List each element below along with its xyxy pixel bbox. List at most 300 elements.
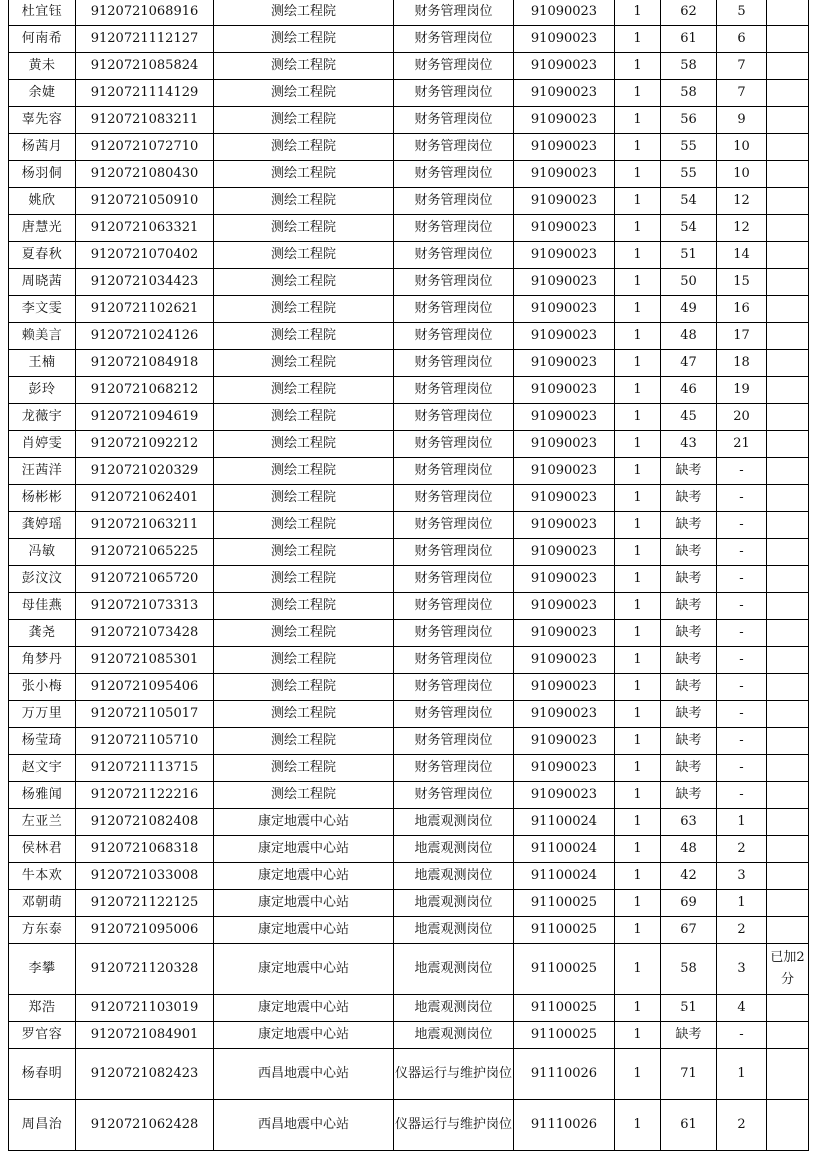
cell-note bbox=[767, 995, 809, 1022]
cell-rank: - bbox=[717, 512, 767, 539]
cell-name: 张小梅 bbox=[9, 674, 76, 701]
cell-score: 51 bbox=[661, 995, 717, 1022]
cell-note bbox=[767, 620, 809, 647]
cell-name: 杨莹琦 bbox=[9, 728, 76, 755]
cell-name: 龚尧 bbox=[9, 620, 76, 647]
cell-unit: 测绘工程院 bbox=[214, 350, 394, 377]
cell-score: 55 bbox=[661, 161, 717, 188]
cell-score: 48 bbox=[661, 323, 717, 350]
table-row bbox=[9, 728, 809, 755]
cell-note bbox=[767, 431, 809, 458]
cell-score: 56 bbox=[661, 107, 717, 134]
cell-rank: - bbox=[717, 701, 767, 728]
cell-name: 赵文宇 bbox=[9, 755, 76, 782]
cell-post: 地震观测岗位 bbox=[394, 1022, 514, 1049]
cell-post: 地震观测岗位 bbox=[394, 917, 514, 944]
cell-rank: - bbox=[717, 1022, 767, 1049]
cell-num: 1 bbox=[615, 242, 661, 269]
cell-num: 1 bbox=[615, 863, 661, 890]
table-row bbox=[9, 512, 809, 539]
cell-name: 杨羽侗 bbox=[9, 161, 76, 188]
table-row bbox=[9, 1022, 809, 1049]
cell-id: 9120721073313 bbox=[76, 593, 214, 620]
cell-code: 91090023 bbox=[514, 728, 615, 755]
cell-unit: 西昌地震中心站 bbox=[214, 1049, 394, 1100]
cell-code: 91090023 bbox=[514, 620, 615, 647]
cell-name: 汪茜洋 bbox=[9, 458, 76, 485]
cell-id: 9120721072710 bbox=[76, 134, 214, 161]
cell-post: 财务管理岗位 bbox=[394, 242, 514, 269]
cell-score: 61 bbox=[661, 1100, 717, 1151]
cell-unit: 测绘工程院 bbox=[214, 323, 394, 350]
results-table bbox=[8, 0, 809, 1151]
cell-num: 1 bbox=[615, 512, 661, 539]
cell-note bbox=[767, 512, 809, 539]
cell-rank: 12 bbox=[717, 215, 767, 242]
cell-code: 91090023 bbox=[514, 701, 615, 728]
cell-rank: - bbox=[717, 458, 767, 485]
cell-num: 1 bbox=[615, 917, 661, 944]
cell-unit: 测绘工程院 bbox=[214, 26, 394, 53]
cell-note bbox=[767, 566, 809, 593]
cell-num: 1 bbox=[615, 485, 661, 512]
cell-id: 9120721073428 bbox=[76, 620, 214, 647]
cell-unit: 康定地震中心站 bbox=[214, 944, 394, 995]
cell-id: 9120721112127 bbox=[76, 26, 214, 53]
cell-id: 9120721122125 bbox=[76, 890, 214, 917]
cell-code: 91090023 bbox=[514, 188, 615, 215]
cell-unit: 测绘工程院 bbox=[214, 620, 394, 647]
cell-id: 9120721065720 bbox=[76, 566, 214, 593]
cell-score: 46 bbox=[661, 377, 717, 404]
cell-post: 财务管理岗位 bbox=[394, 215, 514, 242]
cell-rank: - bbox=[717, 566, 767, 593]
cell-score: 67 bbox=[661, 917, 717, 944]
cell-code: 91100025 bbox=[514, 944, 615, 995]
cell-name: 彭汶汶 bbox=[9, 566, 76, 593]
cell-rank: 10 bbox=[717, 134, 767, 161]
cell-post: 地震观测岗位 bbox=[394, 836, 514, 863]
cell-num: 1 bbox=[615, 647, 661, 674]
cell-unit: 测绘工程院 bbox=[214, 701, 394, 728]
cell-note bbox=[767, 917, 809, 944]
cell-score: 缺考 bbox=[661, 1022, 717, 1049]
table-row bbox=[9, 782, 809, 809]
cell-post: 财务管理岗位 bbox=[394, 755, 514, 782]
cell-code: 91090023 bbox=[514, 431, 615, 458]
cell-rank: 20 bbox=[717, 404, 767, 431]
cell-score: 58 bbox=[661, 944, 717, 995]
cell-post: 地震观测岗位 bbox=[394, 995, 514, 1022]
cell-post: 财务管理岗位 bbox=[394, 512, 514, 539]
cell-rank: 1 bbox=[717, 809, 767, 836]
cell-score: 51 bbox=[661, 242, 717, 269]
cell-unit: 康定地震中心站 bbox=[214, 917, 394, 944]
cell-post: 财务管理岗位 bbox=[394, 134, 514, 161]
cell-num: 1 bbox=[615, 431, 661, 458]
cell-id: 9120721084901 bbox=[76, 1022, 214, 1049]
cell-num: 1 bbox=[615, 566, 661, 593]
cell-num: 1 bbox=[615, 701, 661, 728]
cell-post: 财务管理岗位 bbox=[394, 647, 514, 674]
cell-num: 1 bbox=[615, 674, 661, 701]
table-row bbox=[9, 674, 809, 701]
cell-rank: 19 bbox=[717, 377, 767, 404]
cell-id: 9120721062401 bbox=[76, 485, 214, 512]
cell-code: 91090023 bbox=[514, 377, 615, 404]
table-row bbox=[9, 269, 809, 296]
cell-id: 9120721070402 bbox=[76, 242, 214, 269]
cell-note bbox=[767, 0, 809, 26]
table-row bbox=[9, 836, 809, 863]
cell-score: 58 bbox=[661, 53, 717, 80]
cell-rank: - bbox=[717, 647, 767, 674]
cell-score: 缺考 bbox=[661, 701, 717, 728]
cell-code: 91090023 bbox=[514, 296, 615, 323]
cell-note bbox=[767, 296, 809, 323]
cell-id: 9120721092212 bbox=[76, 431, 214, 458]
cell-code: 91090023 bbox=[514, 215, 615, 242]
cell-num: 1 bbox=[615, 26, 661, 53]
cell-unit: 测绘工程院 bbox=[214, 782, 394, 809]
cell-note bbox=[767, 53, 809, 80]
cell-note bbox=[767, 269, 809, 296]
table-row bbox=[9, 863, 809, 890]
cell-name: 李文雯 bbox=[9, 296, 76, 323]
cell-note bbox=[767, 836, 809, 863]
cell-score: 缺考 bbox=[661, 647, 717, 674]
cell-name: 母佳燕 bbox=[9, 593, 76, 620]
cell-unit: 测绘工程院 bbox=[214, 134, 394, 161]
cell-unit: 测绘工程院 bbox=[214, 647, 394, 674]
cell-num: 1 bbox=[615, 782, 661, 809]
cell-id: 9120721113715 bbox=[76, 755, 214, 782]
table-row bbox=[9, 323, 809, 350]
cell-name: 何南希 bbox=[9, 26, 76, 53]
cell-code: 91100025 bbox=[514, 890, 615, 917]
cell-post: 财务管理岗位 bbox=[394, 161, 514, 188]
cell-unit: 康定地震中心站 bbox=[214, 863, 394, 890]
cell-name: 杨彬彬 bbox=[9, 485, 76, 512]
cell-num: 1 bbox=[615, 620, 661, 647]
cell-code: 91090023 bbox=[514, 161, 615, 188]
cell-note bbox=[767, 377, 809, 404]
cell-post: 财务管理岗位 bbox=[394, 458, 514, 485]
cell-name: 邓朝萌 bbox=[9, 890, 76, 917]
cell-score: 缺考 bbox=[661, 458, 717, 485]
table-row bbox=[9, 620, 809, 647]
cell-note bbox=[767, 404, 809, 431]
cell-note bbox=[767, 728, 809, 755]
cell-rank: 2 bbox=[717, 836, 767, 863]
cell-note bbox=[767, 1022, 809, 1049]
cell-id: 9120721114129 bbox=[76, 80, 214, 107]
cell-score: 缺考 bbox=[661, 674, 717, 701]
cell-rank: 16 bbox=[717, 296, 767, 323]
cell-score: 71 bbox=[661, 1049, 717, 1100]
cell-code: 91100025 bbox=[514, 917, 615, 944]
cell-num: 1 bbox=[615, 0, 661, 26]
table-row bbox=[9, 458, 809, 485]
table-row bbox=[9, 350, 809, 377]
cell-note bbox=[767, 134, 809, 161]
cell-score: 54 bbox=[661, 188, 717, 215]
results-table-body bbox=[9, 0, 809, 1151]
cell-note bbox=[767, 782, 809, 809]
cell-id: 9120721103019 bbox=[76, 995, 214, 1022]
cell-num: 1 bbox=[615, 539, 661, 566]
cell-unit: 测绘工程院 bbox=[214, 431, 394, 458]
cell-rank: - bbox=[717, 593, 767, 620]
cell-score: 缺考 bbox=[661, 728, 717, 755]
cell-id: 9120721085824 bbox=[76, 53, 214, 80]
cell-note bbox=[767, 215, 809, 242]
cell-code: 91090023 bbox=[514, 782, 615, 809]
cell-unit: 康定地震中心站 bbox=[214, 1022, 394, 1049]
cell-code: 91100025 bbox=[514, 1022, 615, 1049]
cell-score: 63 bbox=[661, 809, 717, 836]
cell-score: 缺考 bbox=[661, 620, 717, 647]
cell-score: 55 bbox=[661, 134, 717, 161]
cell-score: 43 bbox=[661, 431, 717, 458]
cell-unit: 测绘工程院 bbox=[214, 215, 394, 242]
cell-code: 91090023 bbox=[514, 458, 615, 485]
cell-note bbox=[767, 323, 809, 350]
cell-code: 91100025 bbox=[514, 995, 615, 1022]
table-row bbox=[9, 242, 809, 269]
cell-post: 地震观测岗位 bbox=[394, 890, 514, 917]
cell-code: 91090023 bbox=[514, 269, 615, 296]
cell-num: 1 bbox=[615, 1049, 661, 1100]
cell-name: 辜先容 bbox=[9, 107, 76, 134]
cell-score: 缺考 bbox=[661, 539, 717, 566]
cell-name: 方东泰 bbox=[9, 917, 76, 944]
cell-unit: 测绘工程院 bbox=[214, 0, 394, 26]
cell-name: 侯林君 bbox=[9, 836, 76, 863]
cell-code: 91100024 bbox=[514, 863, 615, 890]
cell-rank: 4 bbox=[717, 995, 767, 1022]
cell-id: 9120721094619 bbox=[76, 404, 214, 431]
cell-num: 1 bbox=[615, 377, 661, 404]
cell-id: 9120721033008 bbox=[76, 863, 214, 890]
cell-id: 9120721062428 bbox=[76, 1100, 214, 1151]
cell-num: 1 bbox=[615, 809, 661, 836]
cell-num: 1 bbox=[615, 458, 661, 485]
cell-num: 1 bbox=[615, 323, 661, 350]
cell-num: 1 bbox=[615, 269, 661, 296]
cell-unit: 测绘工程院 bbox=[214, 458, 394, 485]
cell-num: 1 bbox=[615, 296, 661, 323]
cell-unit: 康定地震中心站 bbox=[214, 890, 394, 917]
cell-id: 9120721082423 bbox=[76, 1049, 214, 1100]
cell-unit: 测绘工程院 bbox=[214, 755, 394, 782]
cell-unit: 测绘工程院 bbox=[214, 377, 394, 404]
cell-score: 50 bbox=[661, 269, 717, 296]
cell-id: 9120721082408 bbox=[76, 809, 214, 836]
cell-unit: 测绘工程院 bbox=[214, 485, 394, 512]
cell-code: 91090023 bbox=[514, 80, 615, 107]
table-row bbox=[9, 188, 809, 215]
cell-id: 9120721065225 bbox=[76, 539, 214, 566]
cell-name: 左亚兰 bbox=[9, 809, 76, 836]
cell-unit: 测绘工程院 bbox=[214, 593, 394, 620]
cell-num: 1 bbox=[615, 728, 661, 755]
table-row bbox=[9, 539, 809, 566]
cell-num: 1 bbox=[615, 890, 661, 917]
cell-name: 罗官容 bbox=[9, 1022, 76, 1049]
cell-unit: 测绘工程院 bbox=[214, 404, 394, 431]
cell-code: 91090023 bbox=[514, 134, 615, 161]
cell-rank: - bbox=[717, 728, 767, 755]
cell-post: 财务管理岗位 bbox=[394, 620, 514, 647]
cell-rank: - bbox=[717, 485, 767, 512]
cell-score: 缺考 bbox=[661, 782, 717, 809]
cell-rank: 18 bbox=[717, 350, 767, 377]
cell-name: 王楠 bbox=[9, 350, 76, 377]
cell-code: 91090023 bbox=[514, 512, 615, 539]
cell-note bbox=[767, 593, 809, 620]
cell-post: 财务管理岗位 bbox=[394, 431, 514, 458]
cell-name: 郑浩 bbox=[9, 995, 76, 1022]
cell-name: 李攀 bbox=[9, 944, 76, 995]
cell-post: 财务管理岗位 bbox=[394, 674, 514, 701]
cell-score: 缺考 bbox=[661, 566, 717, 593]
cell-score: 62 bbox=[661, 0, 717, 26]
cell-note bbox=[767, 755, 809, 782]
cell-rank: 17 bbox=[717, 323, 767, 350]
cell-rank: 1 bbox=[717, 890, 767, 917]
cell-id: 9120721068916 bbox=[76, 0, 214, 26]
cell-code: 91090023 bbox=[514, 566, 615, 593]
cell-name: 牛本欢 bbox=[9, 863, 76, 890]
cell-note bbox=[767, 809, 809, 836]
cell-id: 9120721083211 bbox=[76, 107, 214, 134]
cell-code: 91090023 bbox=[514, 485, 615, 512]
cell-num: 1 bbox=[615, 944, 661, 995]
cell-rank: 3 bbox=[717, 944, 767, 995]
cell-rank: 15 bbox=[717, 269, 767, 296]
cell-id: 9120721068212 bbox=[76, 377, 214, 404]
cell-unit: 测绘工程院 bbox=[214, 728, 394, 755]
cell-post: 财务管理岗位 bbox=[394, 269, 514, 296]
cell-note bbox=[767, 674, 809, 701]
cell-post: 财务管理岗位 bbox=[394, 728, 514, 755]
cell-name: 赖美言 bbox=[9, 323, 76, 350]
cell-unit: 测绘工程院 bbox=[214, 161, 394, 188]
cell-code: 91090023 bbox=[514, 593, 615, 620]
cell-rank: - bbox=[717, 674, 767, 701]
cell-post: 财务管理岗位 bbox=[394, 107, 514, 134]
cell-rank: 2 bbox=[717, 1100, 767, 1151]
cell-id: 9120721105710 bbox=[76, 728, 214, 755]
cell-num: 1 bbox=[615, 107, 661, 134]
cell-post: 财务管理岗位 bbox=[394, 296, 514, 323]
cell-code: 91090023 bbox=[514, 242, 615, 269]
table-row bbox=[9, 701, 809, 728]
cell-rank: 12 bbox=[717, 188, 767, 215]
cell-unit: 测绘工程院 bbox=[214, 674, 394, 701]
cell-post: 地震观测岗位 bbox=[394, 944, 514, 995]
cell-id: 9120721095406 bbox=[76, 674, 214, 701]
cell-name: 龙薇宇 bbox=[9, 404, 76, 431]
cell-num: 1 bbox=[615, 404, 661, 431]
cell-note bbox=[767, 485, 809, 512]
cell-id: 9120721080430 bbox=[76, 161, 214, 188]
cell-post: 财务管理岗位 bbox=[394, 53, 514, 80]
cell-post: 财务管理岗位 bbox=[394, 0, 514, 26]
cell-code: 91100024 bbox=[514, 836, 615, 863]
table-row bbox=[9, 80, 809, 107]
cell-name: 黄未 bbox=[9, 53, 76, 80]
cell-num: 1 bbox=[615, 53, 661, 80]
cell-num: 1 bbox=[615, 995, 661, 1022]
cell-code: 91090023 bbox=[514, 107, 615, 134]
cell-score: 61 bbox=[661, 26, 717, 53]
cell-num: 1 bbox=[615, 755, 661, 782]
table-row bbox=[9, 944, 809, 995]
cell-code: 91090023 bbox=[514, 404, 615, 431]
cell-post: 财务管理岗位 bbox=[394, 377, 514, 404]
cell-id: 9120721020329 bbox=[76, 458, 214, 485]
cell-post: 财务管理岗位 bbox=[394, 593, 514, 620]
cell-num: 1 bbox=[615, 161, 661, 188]
cell-num: 1 bbox=[615, 80, 661, 107]
table-row bbox=[9, 161, 809, 188]
cell-score: 缺考 bbox=[661, 512, 717, 539]
cell-post: 财务管理岗位 bbox=[394, 323, 514, 350]
cell-code: 91100024 bbox=[514, 809, 615, 836]
cell-note bbox=[767, 1100, 809, 1151]
cell-id: 9120721084918 bbox=[76, 350, 214, 377]
cell-unit: 测绘工程院 bbox=[214, 539, 394, 566]
cell-rank: 21 bbox=[717, 431, 767, 458]
cell-unit: 测绘工程院 bbox=[214, 242, 394, 269]
cell-unit: 康定地震中心站 bbox=[214, 836, 394, 863]
cell-score: 54 bbox=[661, 215, 717, 242]
cell-post: 财务管理岗位 bbox=[394, 80, 514, 107]
cell-unit: 测绘工程院 bbox=[214, 53, 394, 80]
table-row bbox=[9, 755, 809, 782]
cell-name: 杜宜钰 bbox=[9, 0, 76, 26]
cell-id: 9120721085301 bbox=[76, 647, 214, 674]
table-row bbox=[9, 53, 809, 80]
cell-num: 1 bbox=[615, 134, 661, 161]
cell-id: 9120721050910 bbox=[76, 188, 214, 215]
table-row bbox=[9, 593, 809, 620]
cell-name: 龚婷瑶 bbox=[9, 512, 76, 539]
cell-rank: 9 bbox=[717, 107, 767, 134]
cell-score: 缺考 bbox=[661, 755, 717, 782]
table-row bbox=[9, 917, 809, 944]
cell-rank: - bbox=[717, 620, 767, 647]
cell-note bbox=[767, 890, 809, 917]
cell-note bbox=[767, 701, 809, 728]
cell-rank: - bbox=[717, 539, 767, 566]
cell-post: 财务管理岗位 bbox=[394, 26, 514, 53]
cell-unit: 测绘工程院 bbox=[214, 512, 394, 539]
cell-name: 杨雅闻 bbox=[9, 782, 76, 809]
cell-post: 财务管理岗位 bbox=[394, 404, 514, 431]
cell-post: 地震观测岗位 bbox=[394, 809, 514, 836]
cell-rank: 2 bbox=[717, 917, 767, 944]
cell-rank: - bbox=[717, 755, 767, 782]
cell-num: 1 bbox=[615, 1022, 661, 1049]
cell-note bbox=[767, 647, 809, 674]
cell-id: 9120721095006 bbox=[76, 917, 214, 944]
cell-note bbox=[767, 539, 809, 566]
cell-score: 49 bbox=[661, 296, 717, 323]
cell-unit: 测绘工程院 bbox=[214, 188, 394, 215]
